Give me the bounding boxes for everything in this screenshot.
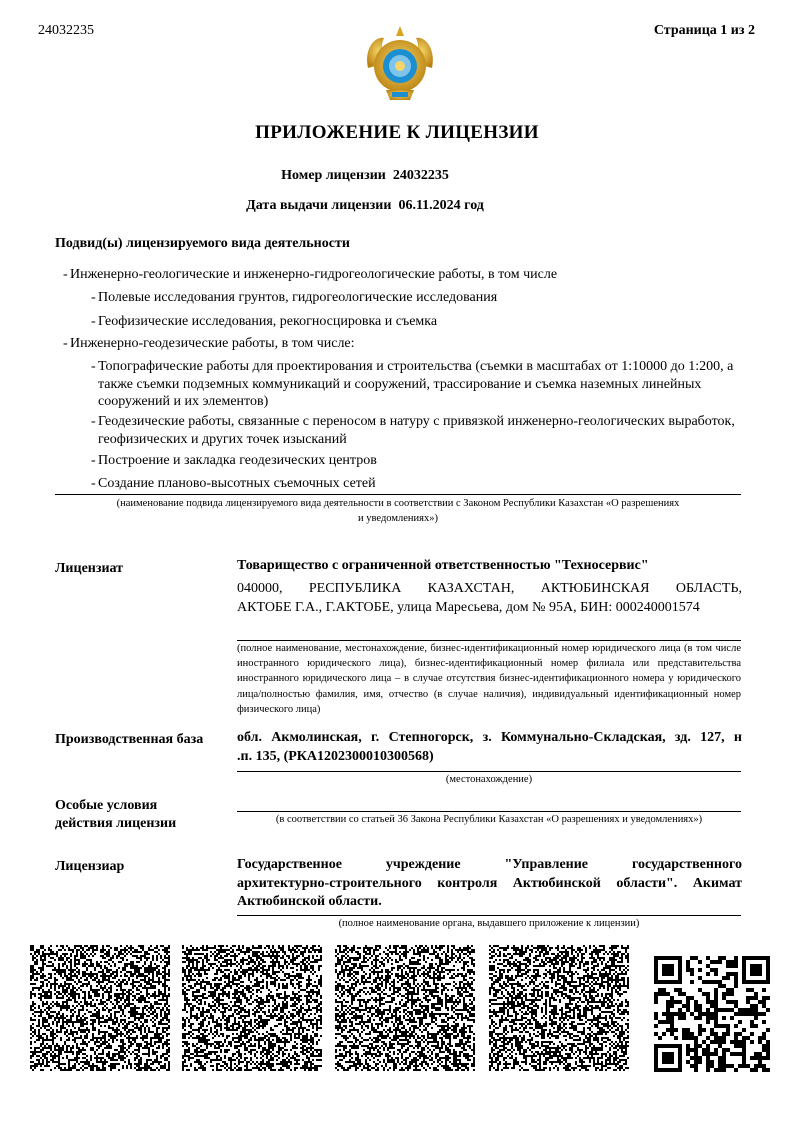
licensee-name: Товарищество с ограниченной ответственностью "Техносервис" bbox=[237, 558, 649, 573]
barcode-1 bbox=[30, 945, 170, 1071]
special-conditions-caption: (в соответствии со статьей 36 Закона Республики Казахстан «О разрешениях и уведомлениях») bbox=[275, 814, 703, 825]
licensor-label: Лицензиар bbox=[55, 859, 125, 874]
document-number: 24032235 bbox=[38, 23, 94, 38]
activity-item: - Инженерно-геологические и инженерно-гидрогеологические работы, в том числе bbox=[63, 267, 558, 282]
license-number-label: Номер лицензии bbox=[281, 168, 386, 183]
barcode-4 bbox=[489, 945, 629, 1071]
activity-item: - Геодезические работы, связанные с переносом в натуру с привязкой инженерно-геологических выработок, геофизических и других точек изысканий bbox=[91, 414, 735, 447]
page-title: ПРИЛОЖЕНИЕ К ЛИЦЕНЗИИ bbox=[255, 122, 539, 143]
barcode-3 bbox=[335, 945, 475, 1071]
qr-code bbox=[654, 956, 770, 1072]
subtypes-heading: Подвид(ы) лицензируемого вида деятельности bbox=[55, 236, 350, 251]
production-base-value: обл. Акмолинская, г. Степногорск, з. Коммунально-Складская, зд. 127, н .п. 135, (РКА1202300010300568) bbox=[237, 730, 742, 764]
production-base-label: Производственная база bbox=[55, 732, 204, 747]
licensor-caption: (полное наименование органа, выдавшего приложение к лицензии) bbox=[338, 918, 640, 929]
special-conditions-label: Особые условия действия лицензии bbox=[55, 798, 177, 831]
divider bbox=[55, 494, 741, 495]
subtypes-caption: (наименование подвида лицензируемого вида деятельности в соответствии с Законом Республики Казахстан «О разрешениях и уведомлениях») bbox=[116, 498, 680, 524]
activity-item: - Геофизические исследования, рекогносцировка и съемка bbox=[91, 314, 438, 329]
activity-item: - Инженерно-геодезические работы, в том числе: bbox=[63, 336, 355, 351]
activity-item: - Полевые исследования грунтов, гидрогеологические исследования bbox=[91, 290, 498, 305]
license-number-row bbox=[0, 168, 762, 184]
activity-item: - Топографические работы для проектирования и строительства (съемки в масштабах от 1:10000 до 1:200, а также съемки подземных коммуникаций и сооружений, трассирование и съемка наземных линейных сооружений и их элементов) bbox=[91, 359, 734, 409]
activity-item: - Построение и закладка геодезических центров bbox=[91, 453, 377, 468]
licensee-address: 040000, РЕСПУБЛИКА КАЗАХСТАН, АКТЮБИНСКАЯ ОБЛАСТЬ, АКТОБЕ Г.А., Г.АКТОБЕ, улица Маресьева, дом № 95А, БИН: 000240001574 bbox=[237, 581, 742, 615]
license-date-label: Дата выдачи лицензии bbox=[246, 198, 392, 213]
license-date-row bbox=[0, 198, 762, 214]
licensee-caption: (полное наименование, местонахождение, бизнес-идентификационный номер юридического лица (в том числе иностранного юридического лица), бизнес-идентификационный номер филиала или представительства иностранного юридического лица – в случае отсутствия бизнес-идентификационного номера у юридического лица/полностью фамилия, имя, отчество (в случае наличия), индивидуальный идентификационный номер физического лица) bbox=[237, 643, 741, 715]
license-date: 06.11.2024 год bbox=[398, 198, 484, 213]
barcode-2 bbox=[182, 945, 322, 1071]
licensor-value: Государственное учреждение "Управление государственного архитектурно-строительного контроля Актюбинской области". Акимат Актюбинской области. bbox=[237, 857, 742, 909]
licensee-label: Лицензиат bbox=[55, 561, 124, 576]
license-number: 24032235 bbox=[392, 168, 449, 183]
kazakhstan-emblem-icon bbox=[362, 22, 438, 104]
production-base-caption: (местонахождение) bbox=[445, 774, 533, 785]
activity-item: - Создание планово-высотных съемочных сетей bbox=[91, 476, 376, 491]
page-indicator: Страница 1 из 2 bbox=[653, 23, 755, 38]
